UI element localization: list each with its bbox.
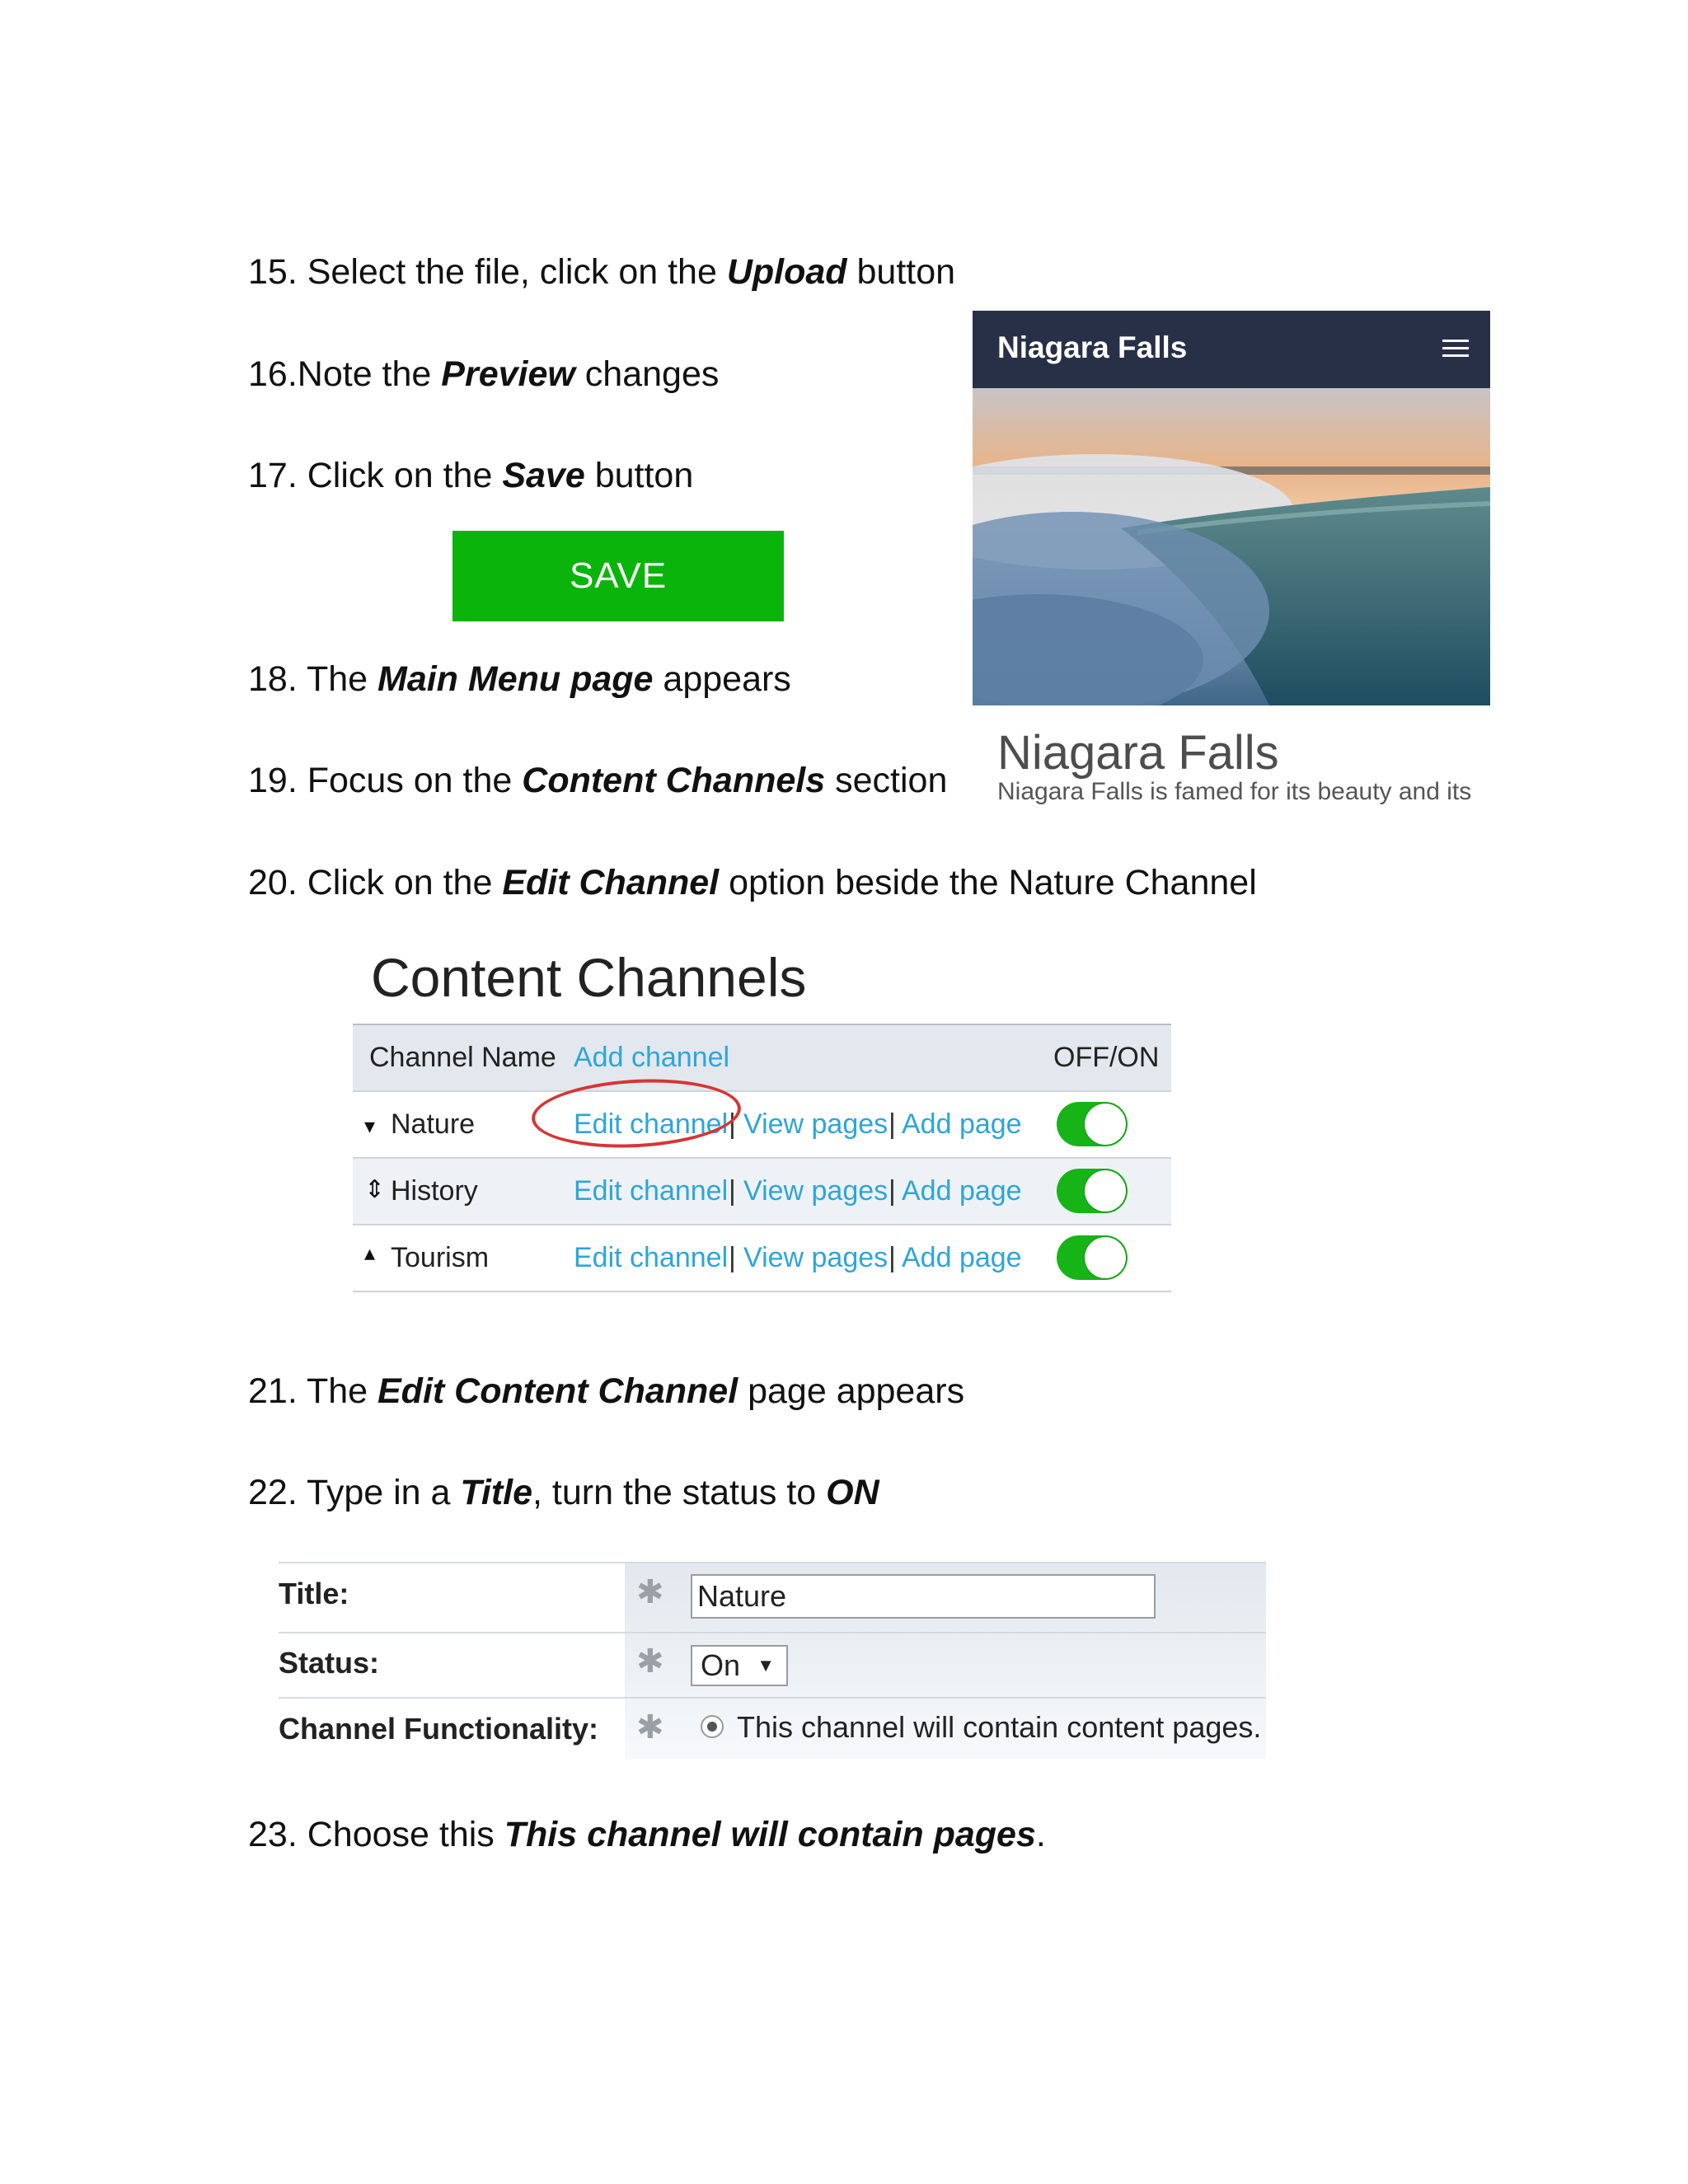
step-text: 16.Note the xyxy=(248,354,442,394)
add-page-link[interactable]: Add page xyxy=(902,1175,1022,1207)
step-emphasis: Content Channels xyxy=(522,761,826,800)
step-text: 21. The xyxy=(248,1371,377,1411)
required-star-icon: ✱ xyxy=(636,1574,664,1610)
content-pages-radio[interactable] xyxy=(701,1715,724,1738)
table-row xyxy=(353,1226,1171,1292)
preview-header-title: Niagara Falls xyxy=(997,330,1188,364)
step-text: , turn the status to xyxy=(532,1473,827,1512)
step-text: section xyxy=(825,761,948,800)
table-row xyxy=(353,1092,1171,1159)
divider xyxy=(279,1697,1266,1699)
step-emphasis: Save xyxy=(502,456,585,495)
step-21 xyxy=(248,1370,964,1413)
status-select[interactable] xyxy=(691,1645,788,1686)
step-emphasis: ON xyxy=(826,1473,879,1512)
step-text: 17. Click on the xyxy=(248,456,503,495)
add-page-link[interactable]: Add page xyxy=(902,1108,1022,1140)
preview-card xyxy=(973,311,1490,822)
title-input[interactable] xyxy=(691,1574,1156,1619)
view-pages-link[interactable]: View pages xyxy=(743,1242,889,1273)
step-text: option beside the Nature Channel xyxy=(719,863,1257,902)
niagara-falls-image xyxy=(973,388,1490,705)
channel-status-toggle[interactable] xyxy=(1057,1169,1128,1213)
content-channels-table xyxy=(353,1024,1171,1292)
step-23 xyxy=(248,1813,1046,1856)
step-emphasis: Main Menu page xyxy=(377,659,654,699)
channel-status-toggle[interactable] xyxy=(1057,1235,1128,1280)
edit-channel-form xyxy=(279,1562,1266,1760)
separator: | xyxy=(889,1108,896,1140)
separator: | xyxy=(729,1175,736,1207)
edit-channel-link[interactable]: Edit channel xyxy=(574,1108,729,1140)
content-channels-heading: Content Channels xyxy=(371,947,807,1008)
channel-name: History xyxy=(391,1175,478,1207)
step-emphasis: This channel will contain pages xyxy=(504,1815,1036,1854)
separator: | xyxy=(729,1242,736,1273)
step-text: appears xyxy=(653,659,791,699)
view-pages-link[interactable]: View pages xyxy=(743,1175,889,1207)
step-emphasis: Edit Content Channel xyxy=(377,1371,738,1411)
required-star-icon: ✱ xyxy=(636,1643,664,1680)
hamburger-menu-icon[interactable] xyxy=(1439,332,1472,365)
edit-channel-link[interactable]: Edit channel xyxy=(574,1175,729,1207)
preview-description: Niagara Falls is famed for its beauty and its xyxy=(997,778,1472,805)
title-label: Title: xyxy=(279,1577,349,1610)
step-text: button xyxy=(846,252,956,292)
edit-channel-link[interactable]: Edit channel xyxy=(574,1242,729,1273)
channel-status-toggle[interactable] xyxy=(1057,1102,1128,1146)
required-star-icon: ✱ xyxy=(636,1709,664,1746)
expand-arrow-icon[interactable]: ▴ xyxy=(364,1240,376,1265)
separator: | xyxy=(889,1175,896,1207)
add-page-link[interactable]: Add page xyxy=(902,1242,1022,1273)
step-20 xyxy=(248,861,1257,904)
add-channel-link[interactable]: Add channel xyxy=(574,1042,730,1073)
step-text: 20. Click on the xyxy=(248,863,503,902)
channel-name: Nature xyxy=(391,1108,476,1140)
divider xyxy=(279,1632,1266,1633)
step-text: 15. Select the file, click on the xyxy=(248,252,727,292)
column-header-channel-name: Channel Name xyxy=(369,1042,556,1073)
divider xyxy=(279,1562,1266,1563)
step-text: 23. Choose this xyxy=(248,1815,504,1854)
step-text: 19. Focus on the xyxy=(248,761,523,800)
step-text: . xyxy=(1035,1815,1046,1854)
step-text: button xyxy=(584,456,694,495)
toggle-knob xyxy=(1085,1237,1126,1278)
preview-header xyxy=(973,311,1490,388)
step-16 xyxy=(248,353,719,396)
step-22 xyxy=(248,1471,879,1514)
step-emphasis: Preview xyxy=(441,354,575,394)
table-row xyxy=(353,1159,1171,1226)
collapse-arrow-icon[interactable]: ▾ xyxy=(364,1113,376,1138)
step-emphasis: Upload xyxy=(726,252,847,292)
status-label: Status: xyxy=(279,1646,380,1680)
preview-title: Niagara Falls xyxy=(997,726,1279,780)
separator: | xyxy=(889,1242,896,1273)
column-header-off-on: OFF/ON xyxy=(1053,1042,1160,1073)
toggle-knob xyxy=(1085,1104,1126,1145)
waterfall-photo xyxy=(973,388,1490,705)
status-select-value: On xyxy=(701,1648,741,1682)
channel-functionality-label: Channel Functionality: xyxy=(279,1712,599,1746)
step-18 xyxy=(248,658,791,701)
table-header xyxy=(353,1024,1171,1092)
step-text: page appears xyxy=(738,1371,965,1411)
step-17 xyxy=(248,454,693,497)
step-19 xyxy=(248,759,947,802)
dropdown-caret-icon: ▼ xyxy=(757,1655,775,1675)
step-text: 18. The xyxy=(248,659,377,699)
save-button[interactable]: SAVE xyxy=(452,531,784,621)
step-emphasis: Edit Channel xyxy=(502,863,720,902)
toggle-knob xyxy=(1085,1170,1126,1212)
step-emphasis: Title xyxy=(460,1473,533,1512)
step-text: 22. Type in a xyxy=(248,1473,461,1512)
step-15 xyxy=(248,251,955,293)
sort-arrows-icon[interactable]: ⇕ xyxy=(364,1176,386,1203)
channel-name: Tourism xyxy=(391,1242,490,1273)
view-pages-link[interactable]: View pages xyxy=(743,1108,889,1140)
separator: | xyxy=(729,1108,736,1140)
step-text: changes xyxy=(574,354,720,394)
content-pages-radio-label[interactable]: This channel will contain content pages. xyxy=(737,1710,1262,1744)
